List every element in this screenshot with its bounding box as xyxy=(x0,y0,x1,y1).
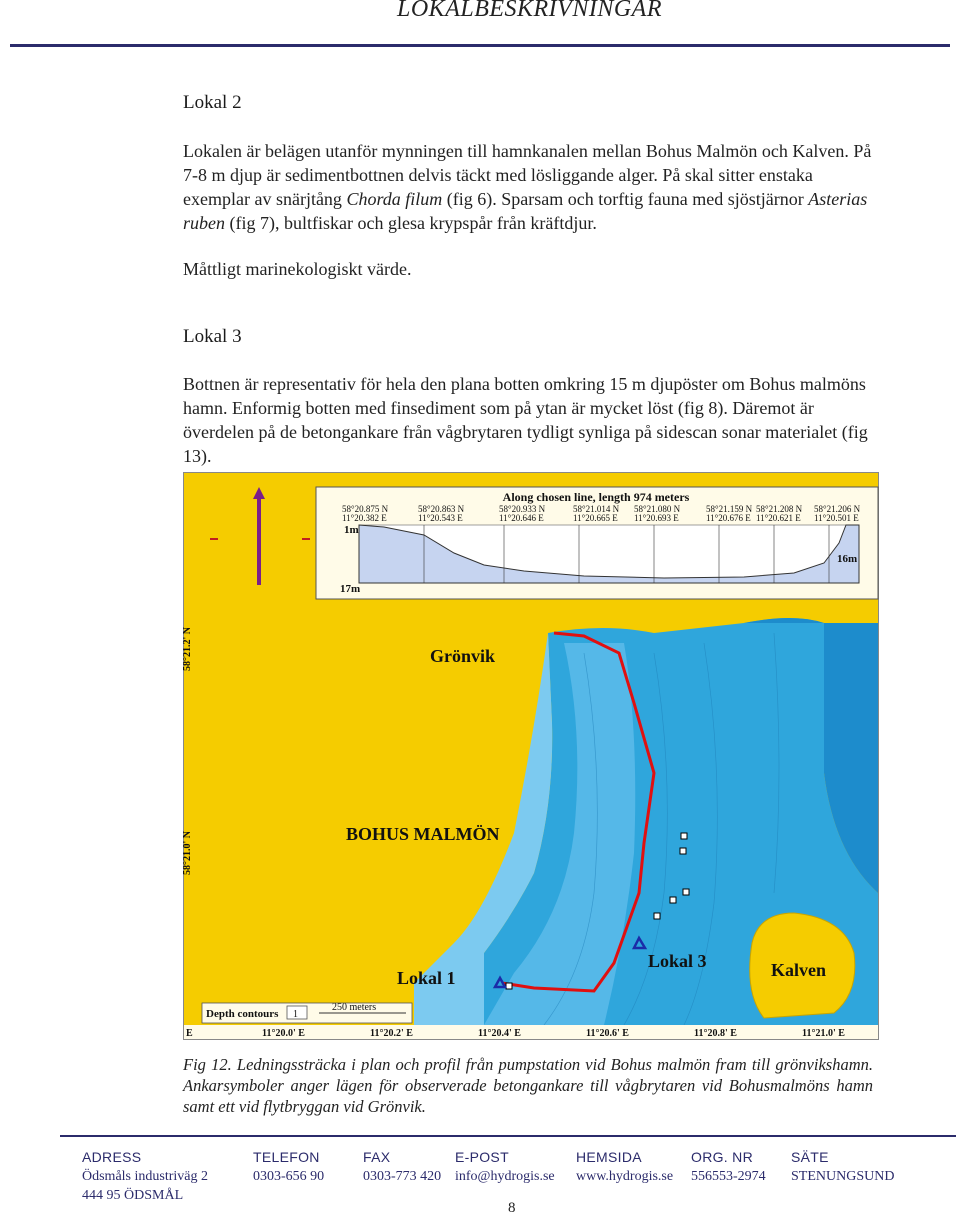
footer-fax-value: 0303-773 420 xyxy=(363,1169,442,1184)
anchor-marker xyxy=(670,897,676,903)
lokal3-heading: Lokal 3 xyxy=(183,326,242,347)
depth-contours-value: 1 xyxy=(293,1009,298,1020)
footer-epost-value[interactable]: info@hydrogis.se xyxy=(455,1169,555,1184)
place-bohus-malmon: BOHUS MALMÖN xyxy=(346,824,500,844)
footer-orgnr xyxy=(691,1148,766,1186)
footer-adress-label: ADRESS xyxy=(82,1149,142,1165)
figure-map xyxy=(183,472,879,1040)
anchor-marker xyxy=(681,833,687,839)
header-rule xyxy=(10,44,950,47)
coord-lat: 58°20.875 N xyxy=(342,504,389,514)
footer-orgnr-label: ORG. NR xyxy=(691,1149,753,1165)
coord-lon: 11°20.621 E xyxy=(756,513,801,523)
depth-bottom-label: 17m xyxy=(340,583,361,595)
lokal2-text-c: (fig 7), bultfiskar och glesa krypspår från kräftdjur. xyxy=(225,213,597,233)
coord-lon: 11°20.693 E xyxy=(634,513,679,523)
page-number: 8 xyxy=(508,1200,516,1216)
coord-lon: 11°20.382 E xyxy=(342,513,387,523)
coord-lat: 58°21.208 N xyxy=(756,504,803,514)
lokal2-value-text: Måttligt marinekologiskt värde. xyxy=(183,259,412,279)
place-kalven: Kalven xyxy=(771,960,827,980)
profile-coords xyxy=(342,504,861,523)
footer-fax xyxy=(363,1148,441,1186)
lat-label: 58°21.2' N xyxy=(182,627,193,671)
lon-label: 11°20.0' E xyxy=(262,1028,305,1039)
coord-lon: 11°20.543 E xyxy=(418,513,463,523)
place-gronvik: Grönvik xyxy=(430,646,496,666)
depth-top-label: 1m xyxy=(344,524,359,536)
coord-lon: 11°20.646 E xyxy=(499,513,544,523)
footer-telefon-label: TELEFON xyxy=(253,1149,320,1165)
depth-right-label: 16m xyxy=(837,553,858,565)
map-svg xyxy=(184,473,878,1039)
coord-lon: 11°20.676 E xyxy=(706,513,751,523)
footer-epost xyxy=(455,1148,555,1186)
coord-lat: 58°20.863 N xyxy=(418,504,465,514)
figure-caption: Fig 12. Ledningssträcka i plan och profil från pumpstation vid Bohus malmön fram till grönvikshamn. Ankarsymboler anger lägen för observerade betongankare till vågbrytaren vid Bohusmalmöns hamn samt ett vid flytbryggan vid Grönvik. xyxy=(183,1055,873,1116)
scale-label: 250 meters xyxy=(332,1002,377,1013)
footer-hemsida-value[interactable]: www.hydrogis.se xyxy=(576,1169,674,1184)
coord-lat: 58°21.159 N xyxy=(706,504,753,514)
depth-contours-label: Depth contours xyxy=(206,1008,279,1020)
lokal3-paragraph: Bottnen är representativ för hela den plana botten omkring 15 m djupöster om Bohus malmöns hamn. Enformig botten med finsediment som på ytan är mycket löst (fig 8). Däremot är överdelen på de betongankare från vågbrytaren tydligt synliga på sidescan sonar materialet (fig 13). xyxy=(183,374,868,466)
footer-rule xyxy=(60,1135,956,1137)
place-lokal3: Lokal 3 xyxy=(648,951,707,971)
lokal2-text-b: (fig 6). Sparsam och torftig fauna med sjöstjärnor xyxy=(442,189,809,209)
footer-sate-label: SÄTE xyxy=(791,1149,829,1165)
footer-sate-value: STENUNGSUND xyxy=(791,1169,895,1184)
anchor-marker xyxy=(680,848,686,854)
footer-telefon xyxy=(253,1148,324,1186)
coord-lat: 58°21.206 N xyxy=(814,504,861,514)
footer-fax-label: FAX xyxy=(363,1149,391,1165)
page-header-title: LOKALBESKRIVNINGAR xyxy=(397,0,662,22)
species-chorda: Chorda filum xyxy=(346,189,443,209)
footer-adress-line2: 444 95 ÖDSMÅL xyxy=(82,1188,184,1203)
coord-lat: 58°21.080 N xyxy=(634,504,681,514)
footer-hemsida xyxy=(576,1148,673,1186)
footer-telefon-value: 0303-656 90 xyxy=(253,1169,325,1184)
profile-title: Along chosen line, length 974 meters xyxy=(502,490,690,504)
coord-lat: 58°20.933 N xyxy=(499,504,546,514)
place-lokal1: Lokal 1 xyxy=(397,968,456,988)
footer-epost-label: E-POST xyxy=(455,1149,509,1165)
anchor-marker xyxy=(654,913,660,919)
footer-sate xyxy=(791,1148,894,1186)
coord-lon: 11°20.665 E xyxy=(573,513,618,523)
lon-label: 11°20.6' E xyxy=(586,1028,629,1039)
lon-label: 11°21.0' E xyxy=(802,1028,845,1039)
lon-label: 11°20.8' E xyxy=(694,1028,737,1039)
lokal2-heading: Lokal 2 xyxy=(183,92,242,113)
species-asterias: Asterias ruben xyxy=(183,189,868,233)
footer-hemsida-label: HEMSIDA xyxy=(576,1149,642,1165)
anchor-marker xyxy=(683,889,689,895)
lon-label: 11°20.2' E xyxy=(370,1028,413,1039)
lokal2-text-a: Lokalen är belägen utanför mynningen till hamnkanalen mellan Bohus Malmön och Kalven. På 7-8 m djup är sedimentbottnen delvis täckt med lösliggande alger. På skal sitter enstaka exemplar av snärjtång xyxy=(183,141,872,209)
footer-adress-line1: Ödsmåls industriväg 2 xyxy=(82,1169,208,1184)
coord-lat: 58°21.014 N xyxy=(573,504,620,514)
footer-orgnr-value: 556553-2974 xyxy=(691,1169,766,1184)
e-label: E xyxy=(186,1028,193,1039)
coord-lon: 11°20.501 E xyxy=(814,513,859,523)
footer-adress xyxy=(82,1148,208,1205)
lon-label: 11°20.4' E xyxy=(478,1028,521,1039)
lokal2-paragraph xyxy=(183,139,873,235)
lat-label: 58°21.0' N xyxy=(182,831,193,875)
